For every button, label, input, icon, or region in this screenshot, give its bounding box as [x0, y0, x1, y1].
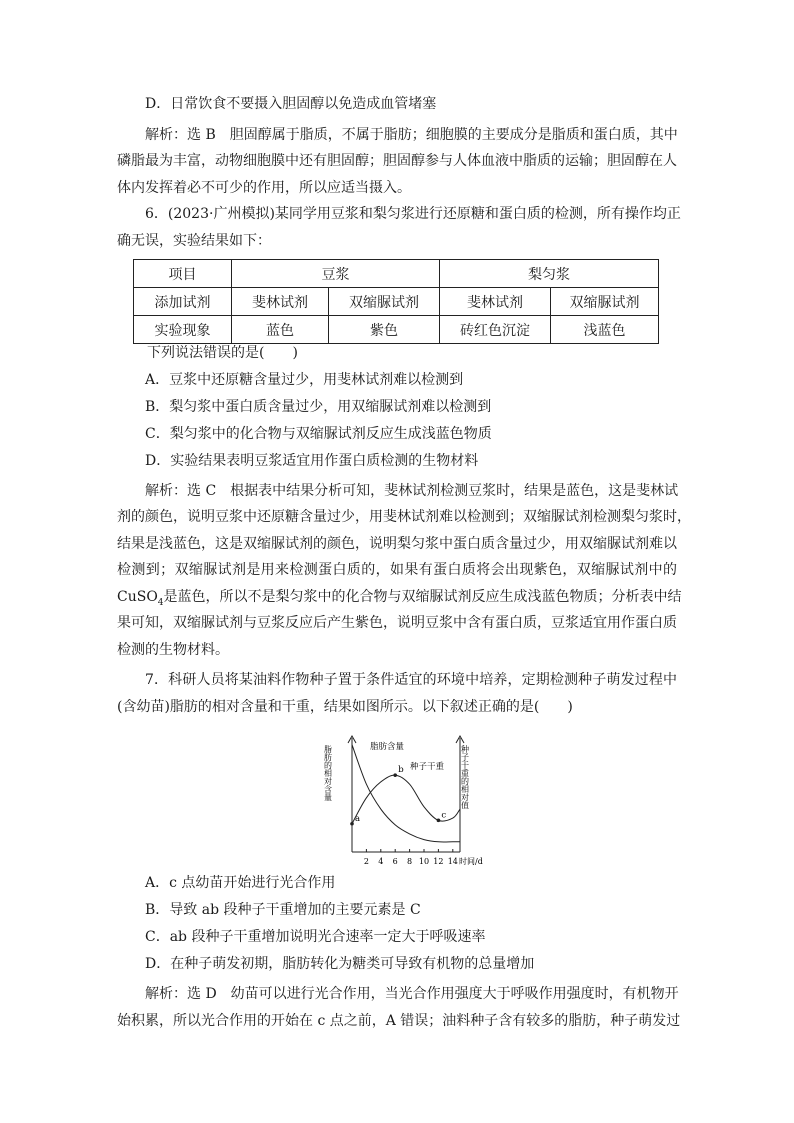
point-a	[350, 822, 354, 826]
q6-analysis-line: 检测的生物材料。	[117, 642, 229, 658]
table-cell: 项目	[134, 260, 232, 288]
cuso4-text: CuSO	[117, 589, 158, 605]
point-label-a: a	[355, 813, 361, 824]
x-tick-label: 4	[378, 857, 384, 866]
x-tick-label: 10	[418, 857, 430, 866]
q6-option: B．梨匀浆中蛋白质含量过少，用双缩脲试剂难以检测到	[145, 399, 492, 415]
table-cell: 豆浆	[232, 260, 440, 288]
q6-question: 下列说法错误的是( )	[147, 345, 298, 361]
right-axis-label: 种子干重的相对值	[460, 745, 470, 809]
point-b	[393, 773, 397, 777]
q6-stem-line: 确无误，实验结果如下：	[117, 233, 271, 249]
x-tick-label: 2	[363, 857, 369, 866]
table-row	[134, 288, 659, 316]
legend-seed-dry-weight: 种子干重	[410, 762, 445, 772]
table-cell: 斐林试剂	[232, 288, 329, 316]
point-c	[437, 819, 441, 823]
point-label-b: b	[398, 765, 404, 776]
q6-analysis-line: 检测到；双缩脲试剂是用来检测蛋白质的，如果有蛋白质将会出现紫色，双缩脲试剂中的	[117, 562, 677, 578]
q7-stem-line: (含幼苗)脂肪的相对含量和干重，结果如图所示。以下叙述正确的是( )	[117, 699, 573, 715]
left-axis-label: 脂肪的相对含量	[323, 745, 333, 801]
fat-content-line	[352, 745, 460, 842]
table-cell: 浅蓝色	[551, 316, 659, 344]
q6-analysis-text: 是蓝色，所以不是梨匀浆中的化合物与双缩脲试剂反应生成浅蓝色物质；分析表中结	[163, 589, 682, 605]
q5-option-d: D．日常饮食不要摄入胆固醇以免造成血管堵塞	[145, 96, 437, 112]
q6-analysis-line: 解析：选 C 根据表中结果分析可知，斐林试剂检测豆浆时，结果是蓝色，这是斐林试	[145, 483, 679, 499]
q7-analysis-line: 解析：选 D 幼苗可以进行光合作用，当光合作用强度大于呼吸作用强度时，有机物开	[145, 986, 679, 1002]
q7-option: D．在种子萌发初期，脂肪转化为糖类可导致有机物的总量增加	[145, 956, 535, 972]
table-cell: 梨匀浆	[440, 260, 659, 288]
table-cell: 蓝色	[232, 316, 329, 344]
q6-analysis-line: 结果是浅蓝色，这是双缩脲试剂的颜色，说明梨匀浆中蛋白质含量过少，用双缩脲试剂难以	[117, 536, 677, 552]
table-row	[134, 316, 659, 344]
q6-option: C．梨匀浆中的化合物与双缩脲试剂反应生成浅蓝色物质	[145, 426, 492, 442]
x-tick-label: 6	[392, 857, 398, 866]
q7-option: A．c 点幼苗开始进行光合作用	[145, 875, 336, 891]
q6-analysis-line	[117, 587, 682, 613]
fat-dryweight-chart	[323, 733, 496, 871]
point-label-c: c	[441, 810, 447, 821]
q6-analysis-line: 剂的颜色，说明豆浆中还原糖含量过少，用斐林试剂难以检测到；双缩脲试剂检测梨匀浆时，	[117, 509, 691, 525]
table-cell: 斐林试剂	[440, 288, 551, 316]
results-table	[133, 259, 659, 344]
subscript: 4	[157, 597, 164, 608]
table-row	[134, 260, 659, 288]
x-axis-label: 时间/d	[459, 857, 483, 866]
q6-stem-line: 6．(2023·广州模拟)某同学用豆浆和梨匀浆进行还原糖和蛋白质的检测，所有操作均正	[145, 206, 681, 222]
q5-analysis-line: 体内发挥着必不可少的作用，所以应适当摄入。	[117, 180, 411, 196]
q7-option: C．ab 段种子干重增加说明光合速率一定大于呼吸速率	[145, 929, 486, 945]
q6-option: A．豆浆中还原糖含量过少，用斐林试剂难以检测到	[145, 372, 464, 388]
q6-analysis-line: 果可知，双缩脲试剂与豆浆反应后产生紫色，说明豆浆中含有蛋白质，豆浆适宜用作蛋白质	[117, 615, 677, 631]
q6-option: D．实验结果表明豆浆适宜用作蛋白质检测的生物材料	[145, 453, 479, 469]
table-cell: 添加试剂	[134, 288, 232, 316]
q5-analysis-line: 磷脂最为丰富，动物细胞膜中还有胆固醇；胆固醇参与人体血液中脂质的运输；胆固醇在人	[117, 153, 677, 169]
table-cell: 双缩脲试剂	[551, 288, 659, 316]
table-cell: 紫色	[329, 316, 440, 344]
table-cell: 实验现象	[134, 316, 232, 344]
table-cell: 双缩脲试剂	[329, 288, 440, 316]
table-cell: 砖红色沉淀	[440, 316, 551, 344]
x-tick-label: 12	[433, 857, 444, 866]
legend-fat-content: 脂肪含量	[370, 742, 405, 752]
q7-stem-line: 7．科研人员将某油料作物种子置于条件适宜的环境中培养，定期检测种子萌发过程中	[145, 672, 677, 688]
x-tick-label: 8	[407, 857, 413, 866]
q7-analysis-line: 始积累，所以光合作用的开始在 c 点之前，A 错误；油料种子含有较多的脂肪，种子萌发过	[117, 1013, 681, 1029]
q7-option: B．导致 ab 段种子干重增加的主要元素是 C	[145, 902, 421, 918]
x-tick-label: 14	[447, 857, 458, 866]
q5-analysis-line: 解析：选 B 胆固醇属于脂质，不属于脂肪；细胞膜的主要成分是脂质和蛋白质，其中	[145, 127, 678, 143]
